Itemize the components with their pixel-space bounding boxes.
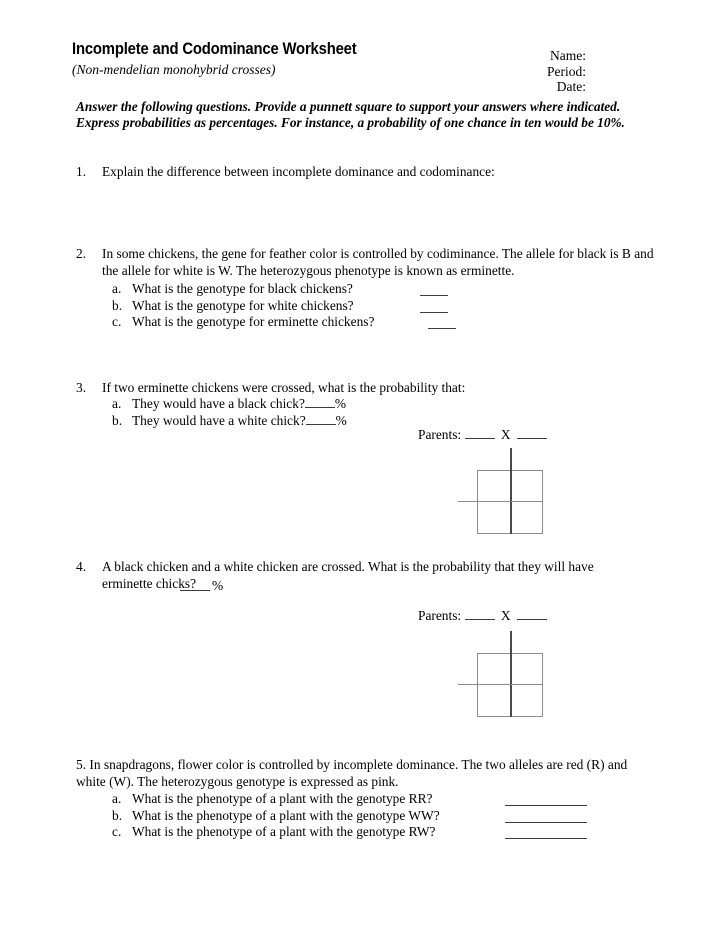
name-label: Name: <box>550 48 586 63</box>
cross-symbol: X <box>500 608 511 623</box>
sub-item-text: What is the genotype for erminette chickens? <box>132 314 375 329</box>
question-4 <box>76 559 646 592</box>
punnett-vertical-divider <box>510 448 512 534</box>
sub-item <box>112 824 440 841</box>
parents-line-1 <box>418 427 547 443</box>
page-title: Incomplete and Codominance Worksheet <box>72 40 357 58</box>
question-3-text: If two erminette chickens were crossed, what is the probability that: <box>102 380 466 395</box>
punnett-horizontal-divider <box>458 501 543 502</box>
sub-item-letter: b. <box>112 807 123 823</box>
punnett-square-1 <box>418 448 558 540</box>
sub-item-letter: a. <box>112 396 122 411</box>
question-2-text: In some chickens, the gene for feather color is controlled by codiminance. The allele for black is B and the allele for white is W. The heterozygous phenotype is known as erminette. <box>102 246 654 278</box>
parent-blank-2a[interactable] <box>465 608 495 620</box>
parents-label: Parents: <box>418 427 462 442</box>
sub-item <box>112 281 374 298</box>
sub-item <box>112 298 374 315</box>
question-3-number: 3. <box>76 380 87 395</box>
sub-item-letter: b. <box>112 297 123 313</box>
question-2-number: 2. <box>76 246 87 261</box>
sub-item <box>112 314 374 331</box>
question-5-subitems <box>112 791 440 841</box>
answer-blank-5b[interactable] <box>505 822 587 823</box>
answer-blank-3a[interactable] <box>305 396 335 408</box>
punnett-square-2 <box>418 631 558 723</box>
sub-item-text: They would have a black chick? <box>132 396 305 411</box>
sub-item-text: They would have a white chick? <box>132 412 306 428</box>
punnett-vertical-divider <box>510 631 512 717</box>
parent-blank-2b[interactable] <box>517 608 547 620</box>
question-2 <box>76 246 656 279</box>
punnett-horizontal-divider <box>458 684 543 685</box>
sub-item <box>112 413 347 430</box>
answer-blank-2c[interactable] <box>428 328 456 329</box>
sub-item <box>112 808 440 825</box>
percent-sign-3a: % <box>334 396 347 411</box>
question-3 <box>76 380 656 397</box>
parents-label: Parents: <box>418 608 462 623</box>
question-5-text: In snapdragons, flower color is controlled by incomplete dominance. The two alleles are red (R) and white (W). The heterozygous genotype is expressed as pink. <box>76 757 628 789</box>
question-5-number: 5. <box>76 757 87 772</box>
sub-item <box>112 791 440 808</box>
percent-sign-3b: % <box>335 412 347 428</box>
sub-item <box>112 396 347 413</box>
parent-blank-1b[interactable] <box>517 427 547 439</box>
sub-item-letter: a. <box>112 281 122 296</box>
answer-blank-4[interactable] <box>180 590 210 591</box>
question-4-number: 4. <box>76 559 87 574</box>
question-3-subitems <box>112 396 347 429</box>
sub-item-text: What is the phenotype of a plant with the genotype WW? <box>132 807 440 823</box>
answer-blank-2b[interactable] <box>420 312 448 313</box>
page-subtitle: (Non-mendelian monohybrid crosses) <box>72 62 276 77</box>
sub-item-letter: c. <box>112 314 122 329</box>
student-info-block <box>446 48 656 95</box>
sub-item-letter: b. <box>112 412 123 428</box>
question-5 <box>76 757 648 790</box>
answer-blank-5c[interactable] <box>505 838 587 839</box>
sub-item-letter: c. <box>112 824 122 839</box>
sub-item-text: What is the phenotype of a plant with the genotype RW? <box>132 824 436 839</box>
question-4-text: A black chicken and a white chicken are crossed. What is the probability that they will have erminette chicks? <box>102 559 594 591</box>
parents-line-2 <box>418 608 547 624</box>
sub-item-text: What is the genotype for black chickens? <box>132 281 353 296</box>
question-1-number: 1. <box>76 164 87 179</box>
answer-blank-5a[interactable] <box>505 805 587 806</box>
instructions-paragraph: Answer the following questions. Provide a punnett square to support your answers where indicated. Express probabilities as percentages. For instance, a probability of one chance in ten would be 10%. <box>76 99 625 131</box>
percent-sign-4: % <box>212 578 224 593</box>
question-1 <box>76 164 656 181</box>
parent-blank-1a[interactable] <box>465 427 495 439</box>
date-label: Date: <box>556 79 586 94</box>
sub-item-text: What is the phenotype of a plant with the genotype RR? <box>132 791 433 806</box>
cross-symbol: X <box>500 427 511 442</box>
question-2-subitems <box>112 281 374 331</box>
sub-item-letter: a. <box>112 791 122 806</box>
answer-blank-2a[interactable] <box>420 295 448 296</box>
answer-blank-3b[interactable] <box>306 413 336 425</box>
period-label: Period: <box>547 63 586 79</box>
sub-item-text: What is the genotype for white chickens? <box>132 297 354 313</box>
question-1-text: Explain the difference between incomplete dominance and codominance: <box>102 164 495 179</box>
